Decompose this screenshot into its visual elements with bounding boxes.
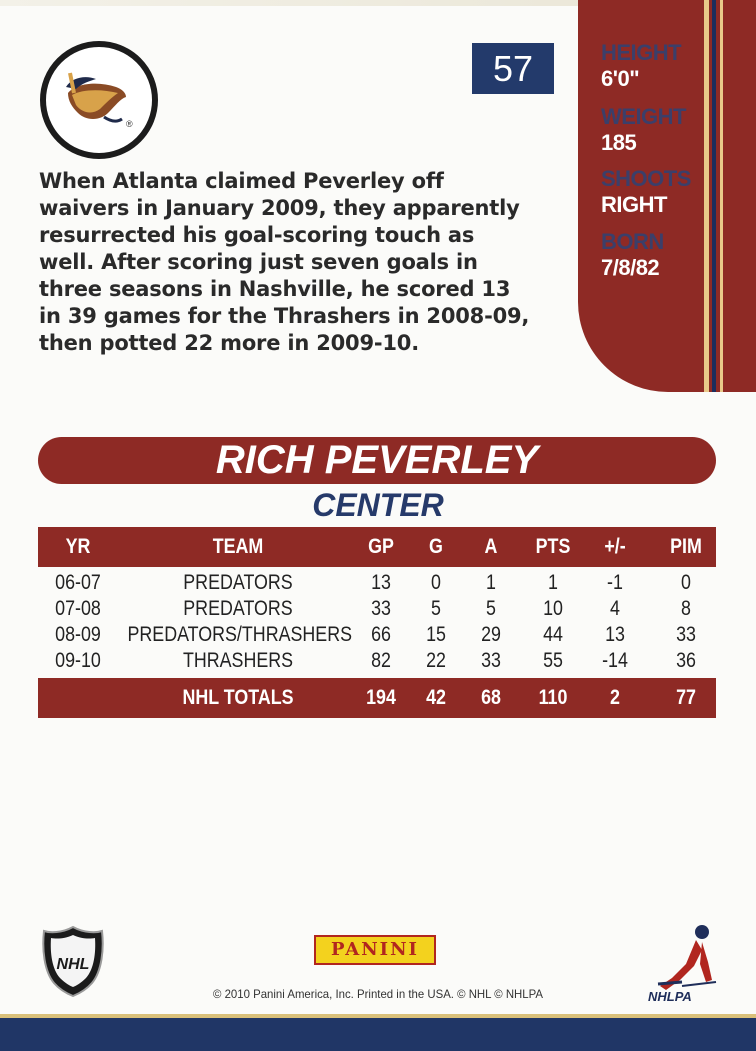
weight-label: WEIGHT — [601, 104, 686, 129]
nhl-logo-text: NHL — [56, 956, 90, 973]
bio-line: resurrected his goal-scoring touch as — [39, 223, 475, 247]
cell-g: 22 — [426, 649, 446, 672]
name-banner — [38, 437, 716, 484]
cell-plus-minus: -14 — [602, 649, 628, 672]
panel-stripe-gold-2 — [720, 0, 723, 392]
cell-a: 33 — [481, 649, 501, 672]
totals-plus-minus: 2 — [610, 686, 620, 709]
totals-a: 68 — [481, 686, 501, 709]
header-pim: PIM — [670, 535, 702, 558]
born-label: BORN — [601, 229, 664, 254]
cell-pts: 55 — [543, 649, 563, 672]
header-yr: YR — [65, 535, 91, 558]
cell-team: THRASHERS — [182, 649, 294, 672]
header-team: TEAM — [212, 535, 264, 558]
cell-yr: 06-07 — [55, 571, 101, 594]
header-plus-minus: +/- — [604, 535, 626, 558]
stats-header-row — [38, 527, 716, 567]
player-position: CENTER — [312, 487, 444, 523]
cell-yr: 09-10 — [55, 649, 101, 672]
copyright-text: © 2010 Panini America, Inc. Printed in the USA. © NHL © NHLPA — [213, 987, 543, 1001]
cell-gp: 33 — [371, 597, 391, 620]
panel-stripe-gold — [704, 0, 709, 392]
cell-pim: 33 — [676, 623, 696, 646]
height-label: HEIGHT — [601, 40, 682, 65]
stats-row — [38, 648, 716, 674]
bio-line: in 39 games for the Thrashers in 2008-09, — [39, 304, 530, 328]
stats-row — [38, 622, 716, 648]
bio-line: then potted 22 more in 2009-10. — [39, 331, 419, 355]
cell-gp: 13 — [371, 571, 391, 594]
header-gp: GP — [368, 535, 394, 558]
cell-a: 29 — [481, 623, 501, 646]
born-value: 7/8/82 — [601, 255, 660, 280]
cell-plus-minus: -1 — [607, 571, 623, 594]
cell-gp: 82 — [371, 649, 391, 672]
stats-row — [38, 570, 716, 596]
height-value: 6'0" — [601, 66, 640, 91]
cell-g: 0 — [431, 571, 441, 594]
cell-team: PREDATORS — [183, 597, 293, 620]
panini-logo: PANINI — [314, 935, 436, 965]
shoots-label: SHOOTS — [601, 166, 691, 191]
cell-yr: 07-08 — [55, 597, 101, 620]
bio-line: well. After scoring just seven goals in — [39, 250, 478, 274]
cell-pts: 10 — [543, 597, 563, 620]
registered-mark: ® — [126, 119, 133, 129]
cell-pim: 8 — [681, 597, 691, 620]
bio-paragraph — [39, 168, 549, 357]
header-pts: PTS — [535, 535, 571, 558]
totals-gp: 194 — [366, 686, 396, 709]
stats-row — [38, 596, 716, 622]
totals-label: NHL TOTALS — [182, 686, 294, 709]
cell-g: 15 — [426, 623, 446, 646]
cell-plus-minus: 4 — [610, 597, 620, 620]
totals-g: 42 — [426, 686, 446, 709]
cell-team: PREDATORS/THRASHERS — [127, 623, 352, 646]
cell-pts: 44 — [543, 623, 563, 646]
bio-line: waivers in January 2009, they apparently — [39, 196, 520, 220]
bottom-band — [0, 1018, 756, 1051]
cell-yr: 08-09 — [55, 623, 101, 646]
cell-a: 1 — [486, 571, 496, 594]
weight-value: 185 — [601, 130, 637, 155]
panel-stripe-navy — [712, 0, 716, 392]
totals-pim: 77 — [676, 686, 696, 709]
cell-pim: 0 — [681, 571, 691, 594]
nhlpa-label: NHLPA — [648, 989, 692, 1004]
shoots-value: RIGHT — [601, 192, 667, 217]
card-number: 57 — [472, 43, 554, 94]
cell-g: 5 — [431, 597, 441, 620]
cell-gp: 66 — [371, 623, 391, 646]
cell-pts: 1 — [548, 571, 558, 594]
bio-line: When Atlanta claimed Peverley off — [39, 169, 444, 193]
header-a: A — [484, 535, 498, 558]
player-name: RICH PEVERLEY — [215, 438, 539, 482]
stats-totals-row — [38, 678, 716, 718]
cell-team: PREDATORS — [183, 571, 293, 594]
thrashers-logo-icon — [40, 41, 158, 159]
cell-pim: 36 — [676, 649, 696, 672]
totals-pts: 110 — [538, 686, 568, 709]
cell-plus-minus: 13 — [605, 623, 625, 646]
bio-line: three seasons in Nashville, he scored 13 — [39, 277, 511, 301]
cell-a: 5 — [486, 597, 496, 620]
header-g: G — [429, 535, 443, 558]
